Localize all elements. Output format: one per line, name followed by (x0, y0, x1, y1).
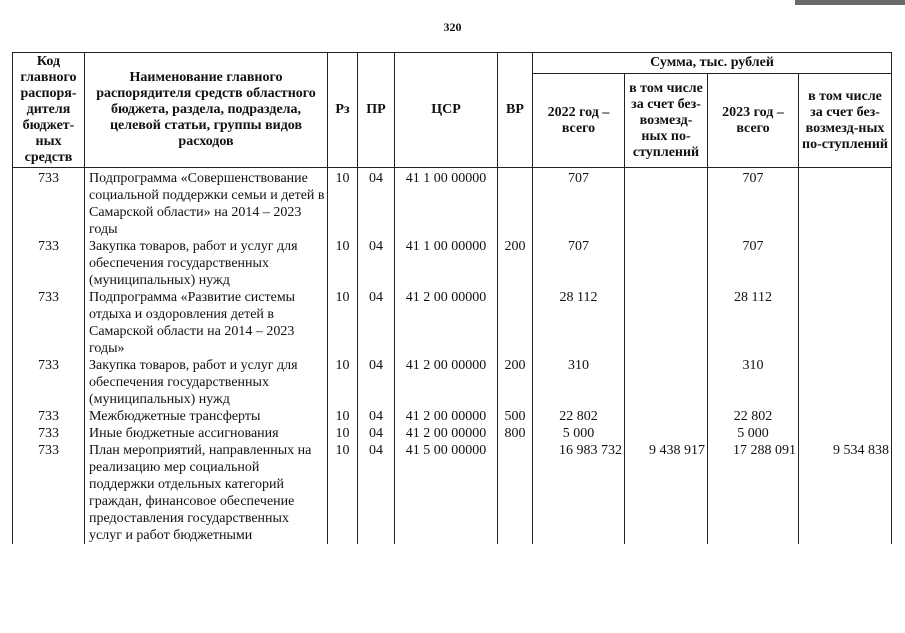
cell-code: 733 (13, 408, 85, 425)
cell-pr: 04 (358, 408, 395, 425)
table-row (13, 442, 892, 544)
cell-pr: 04 (358, 357, 395, 408)
cell-code: 733 (13, 442, 85, 544)
cell-pr: 04 (358, 425, 395, 442)
table-body (13, 168, 892, 545)
header-pr: ПР (358, 53, 395, 168)
cell-vr: 200 (498, 238, 533, 289)
cell-csr: 41 2 00 00000 (395, 425, 498, 442)
table-row (13, 357, 892, 408)
table-row (13, 289, 892, 357)
header-2022-total: 2022 год – всего (533, 74, 625, 168)
cell-name: Межбюджетные трансферты (85, 408, 328, 425)
table-row (13, 168, 892, 239)
cell-rz: 10 (328, 289, 358, 357)
cell-2022-total: 22 802 (533, 408, 625, 425)
cell-2023-including (799, 408, 892, 425)
cell-name: Иные бюджетные ассигнования (85, 425, 328, 442)
header-2023-total: 2023 год – всего (708, 74, 799, 168)
cell-csr: 41 1 00 00000 (395, 238, 498, 289)
scan-edge-mark (795, 0, 905, 5)
header-vr: ВР (498, 53, 533, 168)
cell-2023-including (799, 357, 892, 408)
header-sum: Сумма, тыс. рублей (533, 53, 892, 74)
cell-name: Закупка товаров, работ и услуг для обеспечения государственных (муниципальных) нужд (85, 238, 328, 289)
cell-pr: 04 (358, 442, 395, 544)
cell-csr: 41 2 00 00000 (395, 408, 498, 425)
cell-name: План мероприятий, направленных на реализацию мер социальной поддержки отдельных категорий граждан, финансовое обеспечение предоставления государственных услуг и работ бюджетными (85, 442, 328, 544)
cell-rz: 10 (328, 357, 358, 408)
table-row (13, 408, 892, 425)
cell-2023-total: 707 (708, 168, 799, 239)
cell-2023-including (799, 238, 892, 289)
cell-2022-including (625, 289, 708, 357)
header-csr: ЦСР (395, 53, 498, 168)
table-row (13, 425, 892, 442)
cell-csr: 41 2 00 00000 (395, 357, 498, 408)
header-name: Наименование главного распорядителя средств областного бюджета, раздела, подраздела, целевой статьи, группы видов расходов (85, 53, 328, 168)
cell-vr: 800 (498, 425, 533, 442)
cell-rz: 10 (328, 442, 358, 544)
cell-2022-total: 28 112 (533, 289, 625, 357)
cell-2022-including (625, 238, 708, 289)
page-number: 320 (443, 20, 462, 34)
header-2023-including: в том числе за счет без-возмезд-ных по-ступлений (799, 74, 892, 168)
cell-name: Подпрограмма «Совершенствование социальной поддержки семьи и детей в Самарской области» на 2014 – 2023 годы (85, 168, 328, 239)
cell-name: Подпрограмма «Развитие системы отдыха и оздоровления детей в Самарской области на 2014 – 2023 годы» (85, 289, 328, 357)
cell-2022-total: 5 000 (533, 425, 625, 442)
cell-vr: 500 (498, 408, 533, 425)
cell-2022-including (625, 425, 708, 442)
cell-code: 733 (13, 357, 85, 408)
cell-2023-including: 9 534 838 (799, 442, 892, 544)
header-code: Код главного распоря-дителя бюджет-ных средств (13, 53, 85, 168)
cell-2022-including (625, 168, 708, 239)
cell-vr (498, 289, 533, 357)
cell-2023-including (799, 168, 892, 239)
cell-code: 733 (13, 425, 85, 442)
cell-2023-total: 5 000 (708, 425, 799, 442)
cell-csr: 41 5 00 00000 (395, 442, 498, 544)
cell-2023-total: 17 288 091 (708, 442, 799, 544)
cell-2023-including (799, 289, 892, 357)
cell-code: 733 (13, 168, 85, 239)
cell-pr: 04 (358, 238, 395, 289)
cell-2022-total: 310 (533, 357, 625, 408)
cell-pr: 04 (358, 289, 395, 357)
cell-vr (498, 168, 533, 239)
cell-2022-total: 707 (533, 238, 625, 289)
cell-pr: 04 (358, 168, 395, 239)
cell-code: 733 (13, 238, 85, 289)
cell-rz: 10 (328, 425, 358, 442)
cell-rz: 10 (328, 238, 358, 289)
cell-name: Закупка товаров, работ и услуг для обеспечения государственных (муниципальных) нужд (85, 357, 328, 408)
header-2022-including: в том числе за счет без-возмезд-ных по-ступлений (625, 74, 708, 168)
cell-rz: 10 (328, 408, 358, 425)
cell-2023-total: 22 802 (708, 408, 799, 425)
cell-2022-including: 9 438 917 (625, 442, 708, 544)
cell-vr: 200 (498, 357, 533, 408)
cell-csr: 41 1 00 00000 (395, 168, 498, 239)
table-row (13, 238, 892, 289)
cell-rz: 10 (328, 168, 358, 239)
cell-csr: 41 2 00 00000 (395, 289, 498, 357)
header-rz: Рз (328, 53, 358, 168)
cell-vr (498, 442, 533, 544)
cell-2022-including (625, 357, 708, 408)
cell-2023-total: 28 112 (708, 289, 799, 357)
cell-2022-including (625, 408, 708, 425)
cell-2023-including (799, 425, 892, 442)
cell-2023-total: 310 (708, 357, 799, 408)
cell-code: 733 (13, 289, 85, 357)
cell-2023-total: 707 (708, 238, 799, 289)
cell-2022-total: 16 983 732 (533, 442, 625, 544)
cell-2022-total: 707 (533, 168, 625, 239)
budget-table (12, 52, 892, 544)
